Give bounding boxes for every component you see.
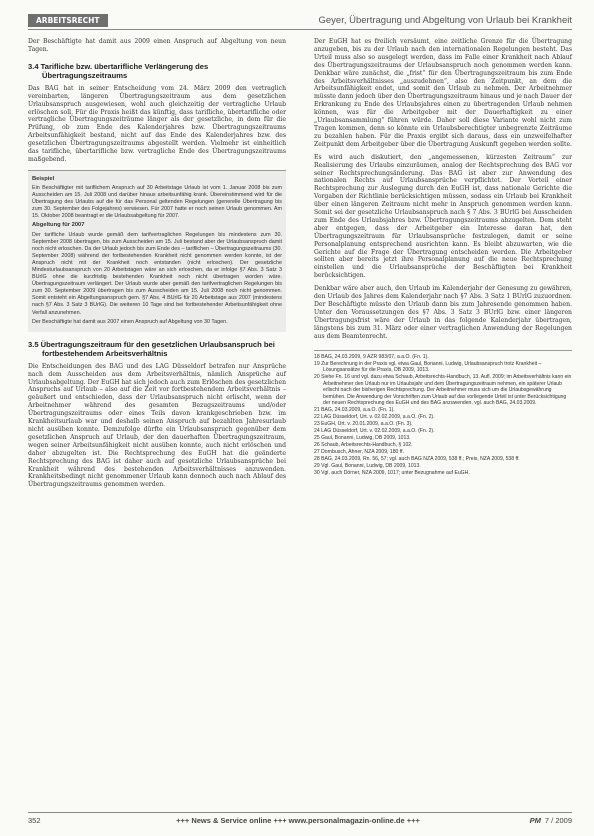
section-heading-3-5: 3.5 Übertragungszeitraum für den gesetzlichen Urlaubsanspruch bei fortbestehendem Arbeitsverhältnis (28, 339, 275, 358)
issue-number: 7 / 2009 (544, 816, 572, 825)
footnotes (314, 350, 572, 477)
paragraph: Die Entscheidungen des BAG und des LAG Düsseldorf betrafen nur Ansprüche nach dem Ausscheiden aus dem Arbeitsverhältnis, nämlich Ansprüche auf Urlaubsabgeltung. Der EuGH hat sich jedoch auch zum Erlöschen des gesetzlichen Anspruchs auf Urlaub – also auf die Zeit vor fortbestehendem Arbeitsverhältnis – geäußert und entschieden, dass der Urlaubsanspruch nicht erlischt, wenn der Arbeitnehmer während des gesamten Bezugszeitraums und/oder Übertragungszeitraums oder eines Teils davon krankgeschrieben bzw. im Krankheitsurlaub war und deshalb seinen Anspruch auf bezahlten Jahresurlaub nicht ausüben konnte. Demzufolge dürfte ein Urlaubsanspruch gegenüber dem gesetzlichen Anspruch auf Urlaub, der den dauerhaften Übertragungszeitraum, wegen seiner Arbeitsunfähigkeit nicht ausüben konnte, auch nicht erlöschen und daher abzugelten ist. Die Rechtsprechung des EuGH hat die geänderte Rechtsprechung des BAG ist daher auch auf gesetzliche Urlaubsansprüche bei Krankheit während des bestehenden Arbeitsverhältnisses anzuwenden. Krankheitsbedingt nicht genommener Urlaub kann dennoch auch nach Ablauf des Übertragungszeitraums genommen werden. (28, 362, 286, 489)
section-tag: ARBEITSRECHT (28, 14, 108, 27)
footnote: 23 EuGH, Urt. v. 20.01.2009, a.a.O. (Fn. 3). (314, 421, 413, 428)
footnote: 24 LAG Düsseldorf, Urt. v. 02.02.2009, a.a.O. (Fn. 2). (314, 428, 435, 435)
page-header (28, 14, 572, 30)
section-heading-3-4: 3.4 Tarifliche bzw. übertarifliche Verlängerung des Übertragungszeitraums (28, 61, 209, 80)
paragraph: Es wird auch diskutiert, den „angemessenen, kürzesten Zeitraum“ zur Realisierung des Urlaubs einzuräumen, analog der Rechtsprechung des BAG vor seiner Rechtsprechungsänderung. Das BAG ist aber zur Anwendung des nationalen Rechts auf Urlaubsansprüche verpflichtet. Der Vorteil einer Rechtsprechung zur Auslegung durch den EuGH ist, dass nationale Gerichte die Vorgaben der Richtlinie berücksichtigen müssen, sodass ein Urlaub bei Krankheit über einen längeren Zeitraum nicht mehr in Anspruch genommen werden kann. Somit sei der gesetzliche Urlaubsanspruch nach § 7 Abs. 3 BUrlG bei Ausscheiden zum Ende des Urlaubsjahres bzw. Übertragungszeitraums abzugelten. Dem steht aber entgegen, dass der Arbeitgeber ein Interesse daran hat, den Übertragungszeitraum für Urlaubsansprüche festzulegen, damit er seine Personalplanung entsprechend ausrichten kann. Es bleibt abzuwarten, wie die Gerichte auf die Frage der Übertragung entscheiden werden. Die Arbeitgeber sollten aber bereits jetzt ihre Personalplanung auf die neue Rechtsprechung einstellen und die Urlaubsansprüche der Beschäftigten bei Krankheit berücksichtigen. (314, 153, 572, 280)
footnote: 21 BAG, 24.03.2009, a.a.O. (Fn. 1). (314, 407, 395, 414)
footnote: 26 Schaub, Arbeitsrechts-Handbuch, § 102. (314, 442, 413, 449)
paragraph: Das BAG hat in seiner Entscheidung vom 24. März 2009 den vertraglich vereinbarten, längeren Übertragungszeitraum aus dem gesetzlichen Urlaubsanspruch ausgewiesen, wohl auch gleichzeitig der vertragliche Urlaub erlöschen soll. Für die Praxis heißt das künftig, dass tarifliche, übertarifliche oder vertragliche Übertragungszeiträume länger als der gesetzliche, in dem für die Prüfung, ob zum Ende des Kalenderjahres bzw. Übertragungszeitraums Arbeitsunfähigkeit bestand, nicht auf das Ende des Kalenderjahres bzw. des gesetzlichen Übertragungszeitraums abgestellt werden. Vielmehr ist einheitlich das tarifliche, übertarifliche bzw. vertragliche Ende des Übertragungszeitraums maßgebend. (28, 84, 286, 163)
left-column (28, 38, 286, 490)
running-title: Geyer, Übertragung und Abgeltung von Urlaub bei Krankheit (318, 15, 572, 26)
paragraph: Denkbar wäre aber auch, den Urlaub im Kalenderjahr der Genesung zu gewähren, den Urlaub des Jahres dem Kalenderjahr nach §7 Abs. 3 Satz 1 BUrlG zuzuordnen. Der Beschäftigte müsste den Urlaub dann bis zum Jahresende genommen haben. Unter den Voraussetzungen des §7 Abs. 3 Satz 3 BUrlG bzw. einer längeren Übertragungsfrist wäre der Urlaub in das folgende Kalenderjahr übertragen, längstens bis zum 31. März oder einer vertraglichen Anwendung der Regelungen aus dem Beamtenrecht. (314, 285, 572, 340)
page-number: 352 (28, 816, 41, 825)
box-paragraph: Ein Beschäftigter mit tariflichem Anspruch auf 30 Arbeitstage Urlaub ist vom 1. Januar 2008 bis zum Ausscheiden am 15. Juli 2008 und darüber hinaus arbeitsunfähig krank. Übereinstimmend wird für die Übertragung des Urlaubs auf die für das Personal geltenden Regelungen (generelle Übertragung bis zum 30. September des Folgejahres) verwiesen. Für 2007 hatte er noch seinen Urlaub genommen. Am 15. Oktober 2008 beantragt er die Urlaubsabgeltung für 2007. (32, 184, 282, 220)
footnote: 22 LAG Düsseldorf, Urt. v. 02.02.2009, a.a.O. (Fn. 2). (314, 414, 435, 421)
footnote: 19 Zur Berechnung in der Praxis vgl. etwa Gaul, Bonanni, Ludwig, Urlaubsanspruch trotz Krankheit – Lösungsansätze für die Praxis, DB 2009, 1013. (314, 360, 542, 374)
footnote: 27 Dornbusch, Ahner, NZA 2009, 180 ff. (314, 449, 404, 456)
box-paragraph: Der tarifliche Urlaub wurde gemäß dem tarifvertraglichen Regelungen bis mindestens zum 30. September 2008 übertragen, bis zum Ausscheiden am 15. Juli bestand aber der Urlaubsanspruch damit noch nicht erloschen. Da der Urlaub jedoch bis zum Ende des – tariflichen – Übertragungszeitraums (30. September 2008) während der fortbestehenden Krankheit nicht genommen werden konnte, ist der Anspruch nicht mit der Krankheit noch entstanden (nicht erloschen). Der gesetzliche Mindesturlaubsanspruch von 20 Arbeitstagen wäre an sich erloschen, da er infolge §7 Abs. 3 Satz 3 BUrlG ohne die kurzfristig bestehenden Krankheit noch nicht übertragen worden wäre. Übertragungszeitraum verlängert. Der Urlaub wurde aber gemäß den tarifvertraglichen Regelungen bis zum 30. September 2009 übertragen bis zum Ausscheiden am 15. Juli 2008 noch nicht genommen. Somit entsteht ein Abgeltungsanspruch gem. §7 Abs. 4 BUrlG für 20 Arbeitstage aus 2007 (mindestens nach §7 Abs. 3 Satz 3 BUrlG). Die weiteren 10 Tage sind bei fortbestehender Arbeitsunfähigkeit ohne Verfall anzunehmen. (32, 231, 282, 316)
right-column (314, 38, 572, 477)
footnote: 30 Vgl. auch Dörner, NZA 2009, 1017; unter Bezugnahme auf EuGH. (314, 470, 470, 477)
paragraph: Der EuGH hat es freilich versäumt, eine zeitliche Grenze für die Übertragung anzugeben, bis zu der Urlaub nach den internationalen Regelungen besteht. Das Urteil muss also so ausgelegt werden, dass im Falle einer Krankheit nach Ablauf des Übertragungszeitraums der Urlaubsanspruch noch genommen werden kann. Denkbar wäre zunächst, die „frist“ für den Übertragungszeitraum bis zum Ende des Arbeitsverhältnisses „auszudehnen“, also den Zeitpunkt, an dem die Arbeitsunfähigkeit endet, und somit den Urlaub zu nehmen. Der Arbeitnehmer müsste dann jedoch über den Übertragungszeitraum hinaus und je nach Dauer der Erkrankung zu Ende des Urlaubsjahres einen zu übertragenden Urlaub nehmen können, was für die Arbeitgeber mit der Dauerhaftigkeit zu einer „Urlaubsansammlung“ führen würde. Daher soll diese Variante wohl nicht zum Tragen kommen, denn so könnte ein Urlaubsberechtigter unbegrenzte Zeiträume zu bezahlen haben. Für die Praxis ergibt sich daraus, dass ein unzweifelhafter Zeitpunkt dem Arbeitgeber über die Übertragung Auskunft gegeben werden sollte. (314, 38, 572, 148)
paragraph: Der Beschäftigte hat damit aus 2009 einen Anspruch auf Abgeltung von neun Tagen. (28, 38, 286, 53)
footnote: 25 Gaul, Bonanni, Ludwig, DB 2009, 1013. (314, 435, 411, 442)
footnote: 18 BAG, 24.03.2009, 9 AZR 983/07, a.a.O. (Fn. 1). (314, 353, 429, 360)
example-box (28, 170, 286, 332)
box-heading: Abgeltung für 2007 (32, 222, 85, 229)
footnote: 20 Siehe Fn. 16 und vgl. dazu etwa Schaub, Arbeitsrechts-Handbuch, 13. Aufl. 2009; im Arbeitsverhältnis kann ein Arbeitnehmer den Urlaub nur im Urlaubsjahr und dem Übertragungszeitraum nehmen, ein späterer Urlaub erlischt nach der bisherigen Rechtsprechung. Der Arbeitnehmer muss sich um die Urlaubsgewährung bemühen. Die Anwendung der Vorschriften zum Urlaub auf das vorliegende Urteil ist unter Berücksichtigung der neuen Rechtsprechung des EuGH und des BAG anzuwenden, vgl. auch BAG, 24.03.2009. (314, 374, 572, 407)
footnote: 29 Vgl. Gaul, Bonanni, Ludwig, DB 2009, 1013. (314, 463, 421, 470)
page-footer (28, 812, 572, 824)
magazine-logo: PM (529, 816, 541, 825)
issue-info (530, 816, 572, 825)
box-paragraph: Der Beschäftigte hat damit aus 2007 einen Anspruch auf Abgeltung von 30 Tagen. (32, 318, 228, 325)
box-heading: Beispiel (32, 175, 55, 182)
footer-link-text[interactable]: +++ News & Service online +++ www.personalmagazin-online.de +++ (176, 816, 420, 825)
footnote: 28 BAG, 24.03.2009, Rn. 56, 57; vgl. auch BAG NZA 2009, 538 ff.; Preis, NZA 2009, 538 ff. (314, 456, 520, 463)
